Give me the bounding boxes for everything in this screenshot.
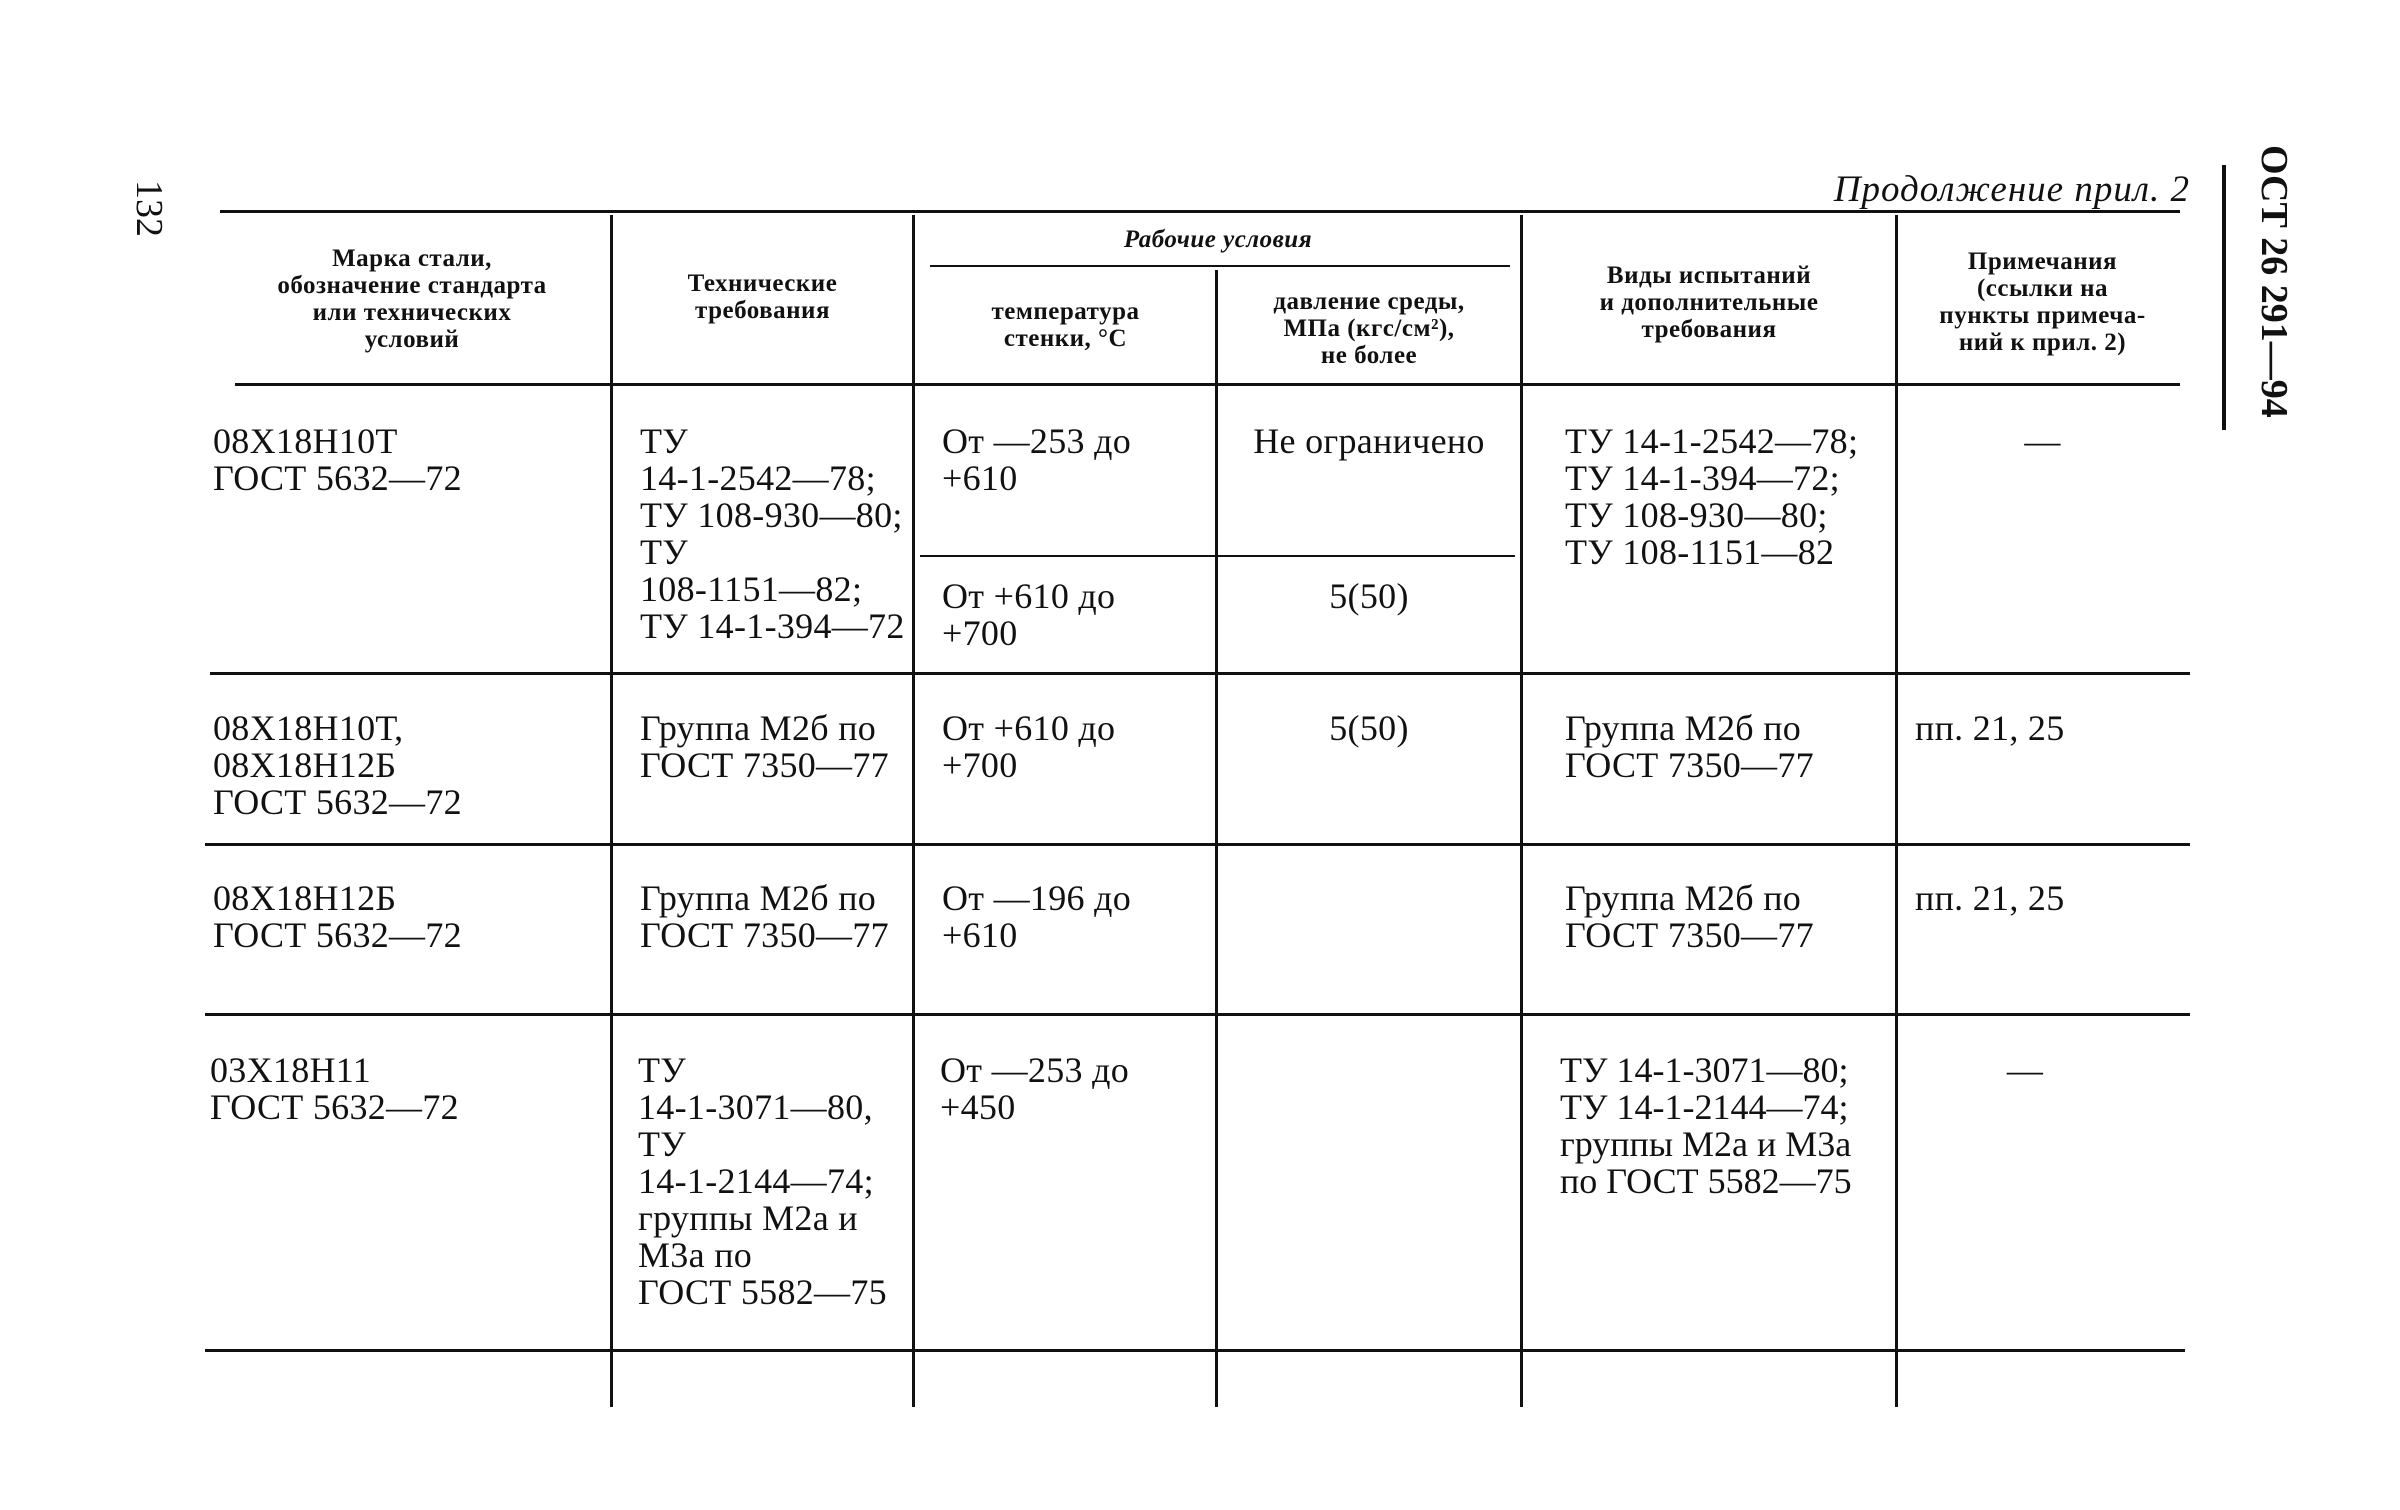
document-code: ОСТ 26 291—94 — [2253, 145, 2295, 418]
cell-technical-requirements: ТУ 14-1-3071—80, ТУ 14-1-2144—74; группы М2а и М3а по ГОСТ 5582—75 — [638, 1050, 887, 1312]
header-wall-temperature: температура стенки, °С — [991, 298, 1140, 352]
cell-technical-requirements: ТУ 14-1-2542—78; ТУ 108-930—80; ТУ 108-1151—82; ТУ 14-1-394—72 — [640, 421, 905, 646]
column-rule — [1895, 215, 1898, 1407]
continuation-caption: Продолжение прил. 2 — [1833, 169, 2190, 210]
row-rule — [205, 1013, 2190, 1016]
working-conditions-rule — [930, 265, 1510, 267]
row-rule — [205, 843, 2190, 846]
cell-technical-requirements: Группа М2б по ГОСТ 7350—77 — [640, 708, 889, 785]
column-rule — [1520, 215, 1523, 1407]
cell-notes: — — [2024, 421, 2061, 461]
header-technical-requirements: Технические требования — [687, 270, 838, 324]
cell-grade: 08Х18Н10Т, 08Х18Н12Б ГОСТ 5632—72 — [213, 708, 462, 822]
cell-pressure: Не ограничено — [1253, 421, 1485, 461]
cell-temperature: От —253 до +450 — [940, 1050, 1130, 1127]
page-number: 132 — [128, 180, 170, 237]
cell-tests: ТУ 14-1-3071—80; ТУ 14-1-2144—74; группы М2а и М3а по ГОСТ 5582—75 — [1560, 1050, 1852, 1201]
cell-temperature: От +610 до +700 — [942, 708, 1116, 785]
table-top-rule — [220, 210, 2180, 213]
header-notes: Примечания (ссылки на пункты примеча- ний к прил. 2) — [1939, 248, 2146, 356]
document-code-rule — [2222, 165, 2226, 430]
cell-pressure: 5(50) — [1329, 576, 1409, 616]
cell-notes: пп. 21, 25 — [1915, 708, 2065, 748]
cell-temperature: От +610 до +700 — [942, 576, 1116, 653]
cell-pressure: 5(50) — [1329, 708, 1409, 748]
row-rule — [210, 672, 2190, 675]
cell-grade: 03Х18Н11 ГОСТ 5632—72 — [210, 1050, 459, 1127]
header-grade: Марка стали, обозначение стандарта или технических условий — [277, 245, 547, 353]
header-tests: Виды испытаний и дополнительные требования — [1599, 262, 1819, 343]
row-rule — [205, 1349, 2185, 1352]
header-pressure: давление среды, МПа (кгс/см²), не более — [1273, 288, 1465, 369]
cell-notes: пп. 21, 25 — [1915, 878, 2065, 918]
cell-grade: 08Х18Н10Т ГОСТ 5632—72 — [213, 421, 462, 498]
column-rule — [610, 215, 613, 1407]
cell-temperature: От —253 до +610 — [942, 421, 1132, 498]
column-rule — [1215, 270, 1218, 1407]
cell-grade: 08Х18Н12Б ГОСТ 5632—72 — [213, 878, 462, 955]
cell-tests: Группа М2б по ГОСТ 7350—77 — [1565, 878, 1814, 955]
cell-technical-requirements: Группа М2б по ГОСТ 7350—77 — [640, 878, 889, 955]
header-working-conditions: Рабочие условия — [1123, 226, 1313, 253]
cell-notes: — — [2006, 1050, 2044, 1090]
cell-tests: ТУ 14-1-2542—78; ТУ 14-1-394—72; ТУ 108-930—80; ТУ 108-1151—82 — [1565, 421, 1859, 572]
header-bottom-rule — [235, 383, 2180, 386]
cell-temperature: От —196 до +610 — [942, 878, 1132, 955]
cell-tests: Группа М2б по ГОСТ 7350—77 — [1565, 708, 1814, 785]
